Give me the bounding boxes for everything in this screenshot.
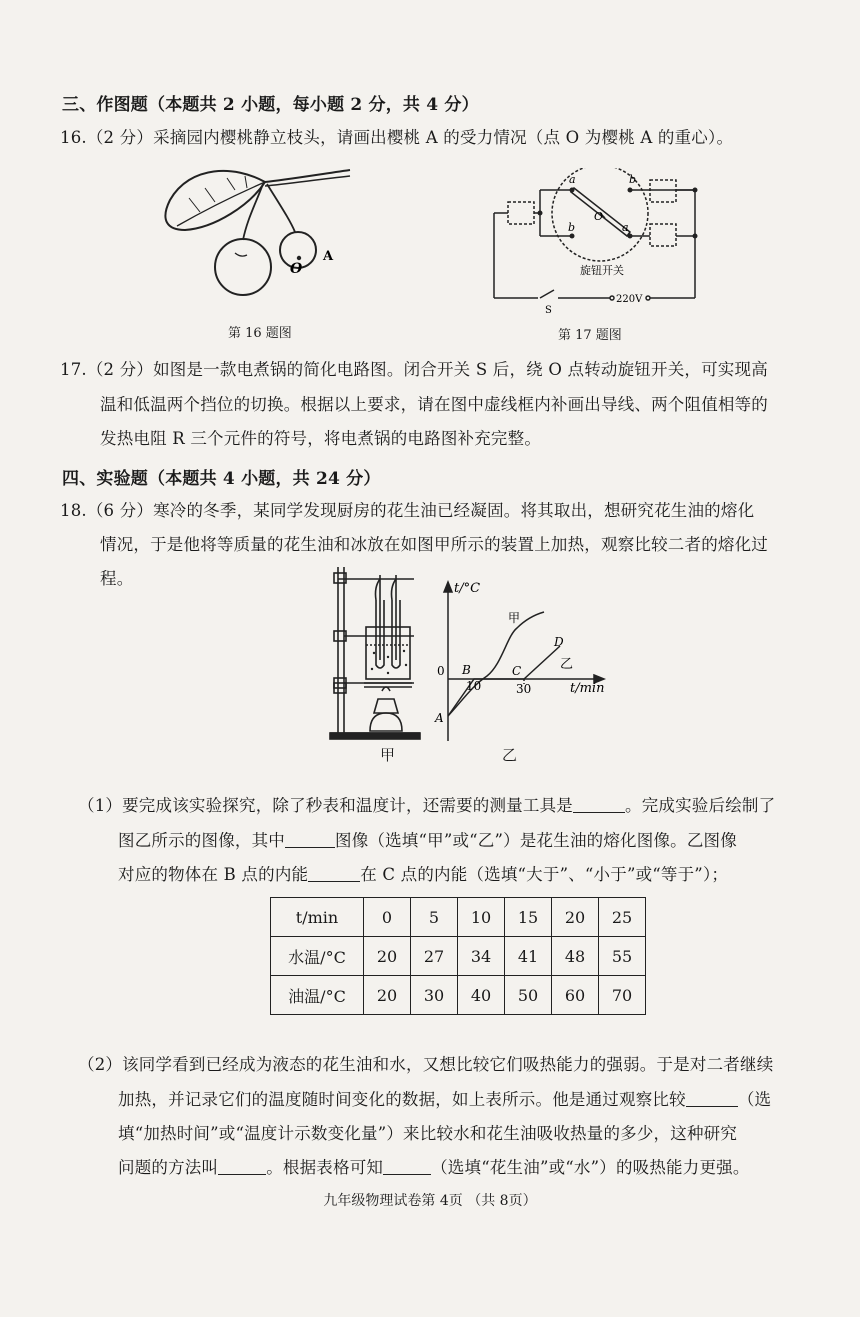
q18-line3: 程。 xyxy=(100,569,134,588)
graph-tick-10: 10 xyxy=(466,679,482,693)
q18-p1-line3-b: 在 C 点的内能（选填“大于”、“小于”或“等于”）； xyxy=(360,865,729,884)
q18-p1-line2 xyxy=(118,827,737,851)
terminal-a-top: a xyxy=(569,173,576,186)
answer-blank-method[interactable] xyxy=(218,1158,266,1176)
q18-p2-line4-c: （选填“花生油”或“水”）的吸热能力更强。 xyxy=(431,1158,750,1177)
table-cell: 20 xyxy=(552,898,599,937)
cherry-figure xyxy=(155,160,355,310)
answer-blank-energy[interactable] xyxy=(308,865,360,883)
graph-tick-30: 30 xyxy=(516,682,532,696)
fig-jia-caption: 甲 xyxy=(380,746,396,764)
terminal-b-top: b xyxy=(629,173,637,186)
section4-title: 四、实验题（本题共 4 小题，共 24 分） xyxy=(62,469,381,489)
graph-origin: 0 xyxy=(437,664,445,678)
q17-line2: 温和低温两个挡位的切换。根据以上要求，请在图中虚线框内补画出导线、两个阻值相等的 xyxy=(100,395,768,414)
center-O-label: O xyxy=(290,261,303,277)
table-cell: 34 xyxy=(458,937,505,976)
temperature-table xyxy=(270,897,646,1015)
section3-title: 三、作图题（本题共 2 小题，每小题 2 分，共 4 分） xyxy=(62,95,479,115)
table-cell: 60 xyxy=(552,976,599,1015)
answer-blank-substance[interactable] xyxy=(383,1158,431,1176)
table-cell: 20 xyxy=(364,937,411,976)
graph-point-D: D xyxy=(554,635,564,649)
terminal-a-bottom: a xyxy=(622,221,629,234)
q18-p2-line2 xyxy=(118,1086,771,1110)
table-cell: 15 xyxy=(505,898,552,937)
table-cell: 50 xyxy=(505,976,552,1015)
answer-blank-tool[interactable] xyxy=(573,796,625,814)
table-row-time xyxy=(271,898,646,937)
graph-point-A: A xyxy=(435,711,444,725)
switch-label: S xyxy=(545,305,552,316)
circuit-figure xyxy=(490,168,710,318)
table-row-oil xyxy=(271,976,646,1015)
q18-p2-line4 xyxy=(118,1154,750,1178)
table-cell: 27 xyxy=(411,937,458,976)
table-cell: 30 xyxy=(411,976,458,1015)
answer-blank-curve[interactable] xyxy=(285,831,335,849)
q18-p1-line3-a: 对应的物体在 B 点的内能 xyxy=(118,865,309,884)
fig17-caption: 第 17 题图 xyxy=(558,328,622,343)
q17-line3: 发热电阻 R 三个元件的符号，将电煮锅的电路图补充完整。 xyxy=(100,429,542,448)
terminal-b-bottom: b xyxy=(568,221,576,234)
table-cell: 48 xyxy=(552,937,599,976)
q18-p1-line2-b: 图像（选填“甲”或“乙”）是花生油的熔化图像。乙图像 xyxy=(335,831,737,850)
knob-label: 旋钮开关 xyxy=(580,264,624,277)
table-cell: 5 xyxy=(411,898,458,937)
q18-p2-line4-a: 问题的方法叫 xyxy=(118,1158,219,1177)
apparatus-figure xyxy=(326,565,426,765)
q18-p1-line1-a: （1）要完成该实验探究，除了秒表和温度计，还需要的测量工具是 xyxy=(78,796,573,815)
graph-point-B: B xyxy=(462,663,471,677)
graph-curve-jia: 甲 xyxy=(508,611,521,625)
q18-p2-line2-b: （选 xyxy=(737,1090,772,1109)
q18-p1-line2-a: 图乙所示的图像，其中 xyxy=(118,831,285,850)
answer-blank-observe[interactable] xyxy=(686,1090,738,1108)
fig-yi-caption: 乙 xyxy=(502,746,518,764)
cherry-A-label: A xyxy=(323,249,334,264)
melting-graph xyxy=(432,576,612,746)
table-cell: 10 xyxy=(458,898,505,937)
table-cell: t/min xyxy=(271,898,364,937)
table-cell: 0 xyxy=(364,898,411,937)
knob-center-label: O xyxy=(594,210,604,223)
table-cell: 水温/°C xyxy=(271,937,364,976)
table-row-water xyxy=(271,937,646,976)
graph-point-C: C xyxy=(512,664,522,678)
table-cell: 70 xyxy=(599,976,646,1015)
q18-p1-line1-b: 。完成实验后绘制了 xyxy=(625,796,776,815)
graph-curve-yi: 乙 xyxy=(560,657,574,672)
fig16-caption: 第 16 题图 xyxy=(228,326,292,341)
q18-p1-line1 xyxy=(78,792,775,816)
voltage-label: 220V xyxy=(616,294,643,305)
table-cell: 20 xyxy=(364,976,411,1015)
q18-p2-line2-a: 加热，并记录它们的温度随时间变化的数据，如上表所示。他是通过观察比较 xyxy=(118,1090,686,1109)
q18-p1-line3 xyxy=(118,861,728,885)
q18-p2-line4-b: 。根据表格可知 xyxy=(266,1158,384,1177)
table-cell: 40 xyxy=(458,976,505,1015)
table-cell: 41 xyxy=(505,937,552,976)
q18-p2-line1: （2）该同学看到已经成为液态的花生油和水，又想比较它们吸热能力的强弱。于是对二者继续 xyxy=(78,1055,774,1074)
page-footer: 九年级物理试卷第 4页 （共 8页） xyxy=(323,1193,537,1209)
q18-line1: 18.（6 分）寒冷的冬季，某同学发现厨房的花生油已经凝固。将其取出，想研究花生油的熔化 xyxy=(60,501,755,520)
table-cell: 油温/°C xyxy=(271,976,364,1015)
q16-text: 16.（2 分）采摘园内樱桃静立枝头，请画出樱桃 A 的受力情况（点 O 为樱桃 A 的重心）。 xyxy=(60,128,734,147)
graph-ylabel: t/°C xyxy=(454,581,481,596)
q18-p2-line3: 填“加热时间”或“温度计示数变化量”）来比较水和花生油吸收热量的多少，这种研究 xyxy=(118,1124,738,1143)
q17-line1: 17.（2 分）如图是一款电煮锅的简化电路图。闭合开关 S 后，绕 O 点转动旋钮开关，可实现高 xyxy=(60,360,768,379)
q18-line2: 情况，于是他将等质量的花生油和冰放在如图甲所示的装置上加热，观察比较二者的熔化过 xyxy=(100,535,768,554)
graph-xlabel: t/min xyxy=(570,681,605,696)
table-cell: 25 xyxy=(599,898,646,937)
table-cell: 55 xyxy=(599,937,646,976)
